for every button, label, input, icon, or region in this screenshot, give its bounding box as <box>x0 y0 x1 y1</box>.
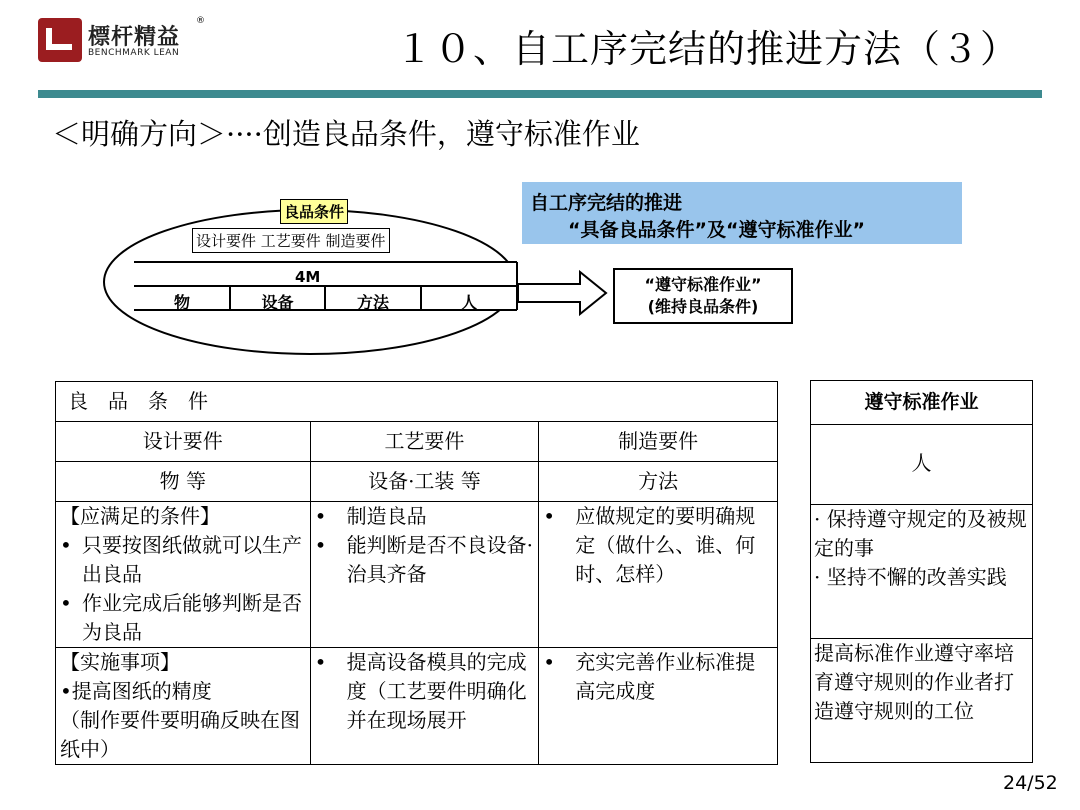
flow-arrow <box>518 272 606 314</box>
four-m-man: 人 <box>460 293 477 312</box>
list-item: 制造良品 <box>346 504 427 528</box>
promotion-line-1: 自工序完结的推进 <box>530 192 683 214</box>
standard-work-table <box>810 380 1033 763</box>
promotion-line-2: “具备良品条件”及“遵守标准作业” <box>568 219 865 241</box>
requirements-box: 设计要件 工艺要件 制造要件 <box>192 228 390 253</box>
column-process: 工艺要件 <box>310 422 539 462</box>
sub-column-material: 物 等 <box>56 462 311 502</box>
side-table-header: 遵守标准作业 <box>811 381 1033 425</box>
registered-mark: ® <box>196 16 205 26</box>
slide-subtitle: ＜明确方向＞····创造良品条件，遵守标准作业 <box>52 117 640 151</box>
good-condition-tag: 良品条件 <box>280 199 348 224</box>
promotion-box <box>522 182 962 244</box>
four-m-method: 方法 <box>356 293 389 312</box>
column-manufacturing: 制造要件 <box>539 422 778 462</box>
list-item: 充实完善作业标准提高完成度 <box>575 650 756 703</box>
conditions-design-cell: 【应满足的条件】 • 只要按图纸做就可以生产出良品 • 作业完成后能够判断是否为良品 <box>56 502 311 648</box>
logo-name-cn: 標杆精益 <box>88 25 181 50</box>
list-item: 应做规定的要明确规定（做什么、谁、何时、怎样） <box>575 504 756 586</box>
four-m-material: 物 <box>173 293 190 312</box>
conditions-heading: 【应满足的条件】 <box>60 504 220 528</box>
list-item: · 坚持不懈的改善实践 <box>814 565 1007 589</box>
good-condition-table <box>55 381 778 765</box>
standard-work-line-1: “遵守标准作业” <box>644 275 762 294</box>
conditions-manufacturing-cell: • 应做规定的要明确规定（做什么、谁、何时、怎样） <box>539 502 778 648</box>
side-actions-cell: 提高标准作业遵守率培育遵守规则的作业者打造遵守规则的工位 <box>811 639 1033 763</box>
table-header: 良 品 条 件 <box>56 382 778 422</box>
list-item: 能判断是否不良设备· 治具齐备 <box>346 533 533 586</box>
actions-design-cell <box>56 648 311 765</box>
list-item: 作业完成后能够判断是否为良品 <box>82 591 302 644</box>
standard-work-line-2: (维持良品条件) <box>647 297 759 316</box>
sub-column-method: 方法 <box>539 462 778 502</box>
conditions-process-cell: • 制造良品 • 能判断是否不良设备· 治具齐备 <box>310 502 539 648</box>
actions-heading: 【实施事项】 <box>60 650 180 674</box>
four-m-label: 4M <box>295 268 321 286</box>
slide-title: １０、自工序完结的推进方法（３） <box>395 27 1020 71</box>
list-item: •提高图纸的精度 <box>60 679 212 703</box>
actions-manufacturing-cell: • 充实完善作业标准提高完成度 <box>539 648 778 765</box>
four-m-equipment: 设备 <box>261 293 294 312</box>
actions-process-cell: • 提高设备模具的完成度（工艺要件明确化并在现场展开 <box>310 648 539 765</box>
list-item: 提高设备模具的完成度（工艺要件明确化并在现场展开 <box>346 650 527 732</box>
page-number: 24/52 <box>1003 772 1058 794</box>
standard-work-box <box>613 268 793 324</box>
column-design: 设计要件 <box>56 422 311 462</box>
side-sub-header: 人 <box>811 425 1033 505</box>
list-item: · 保持遵守规定的及被规定的事 <box>814 507 1027 560</box>
side-items-cell <box>811 505 1033 639</box>
sub-column-equipment: 设备·工装 等 <box>310 462 539 502</box>
list-item: 只要按图纸做就可以生产出良品 <box>82 533 302 586</box>
logo-name-en: BENCHMARK LEAN <box>88 48 180 58</box>
list-item: （制作要件要明确反映在图纸中） <box>60 708 300 761</box>
